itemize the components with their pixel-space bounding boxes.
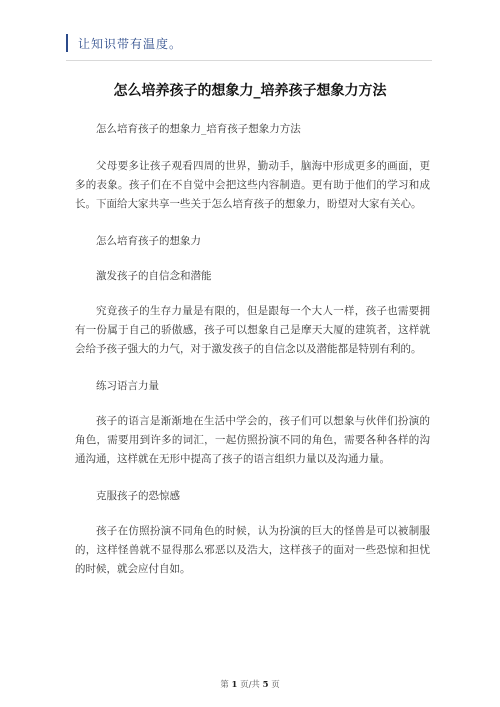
subsection-heading: 激发孩子的自信念和潜能 [96,270,212,282]
subsection-heading: 练习语言力量 [96,380,159,392]
header-divider [66,60,432,61]
footer-prefix: 第 [220,680,229,690]
subsection-heading: 克服孩子的恐惊感 [96,490,180,502]
intro-paragraph: 父母要多让孩子观看四周的世界，勤动手，脑海中形成更多的画面，更多的表象。孩子们在不自觉中会把这些内容制造。更有助于他们的学习和成长。下面给大家共享一些关于怎么培育孩子的想象力，盼望对大家有关心。 [75,160,430,210]
current-page-number: 1 [231,680,238,690]
footer-suffix: 页 [271,680,280,690]
brand-slogan: 让知识带有温度。 [78,36,183,51]
footer-middle: 页/共 [240,680,260,690]
document-title: 怎么培养孩子的想象力_培养孩子想象力方法 [113,83,387,99]
document-subtitle: 怎么培育孩子的想象力_培育孩子想象力方法 [96,123,301,135]
section-heading: 怎么培育孩子的想象力 [96,235,201,247]
subsection-paragraph: 孩子在仿照扮演不同角色的时候，认为扮演的巨大的怪兽是可以被制服的，这样怪兽就不显得那么邪恶以及浩大，这样孩子的面对一些恐惊和担忧的时候，就会应付自如。 [75,525,430,575]
subsection-paragraph: 孩子的语言是渐渐地在生活中学会的，孩子们可以想象与伙伴们扮演的角色，需要用到许多的词汇，一起仿照扮演不同的角色，需要各种各样的沟通沟通，这样就在无形中提高了孩子的语言组织力量以及沟通力量。 [75,415,430,465]
document-body [75,120,430,579]
total-pages-number: 5 [262,680,269,690]
brand-header [66,34,182,52]
brand-accent-bar [66,34,68,52]
subsection-paragraph: 究竟孩子的生存力量是有限的，但是跟每一个大人一样，孩子也需要拥有一份属于自己的骄傲感，孩子可以想象自己是摩天大厦的建筑者，这样就会给予孩子强大的力气，对于激发孩子的自信念以及潜能都是特别有利的。 [75,305,430,355]
page-footer [0,678,500,690]
